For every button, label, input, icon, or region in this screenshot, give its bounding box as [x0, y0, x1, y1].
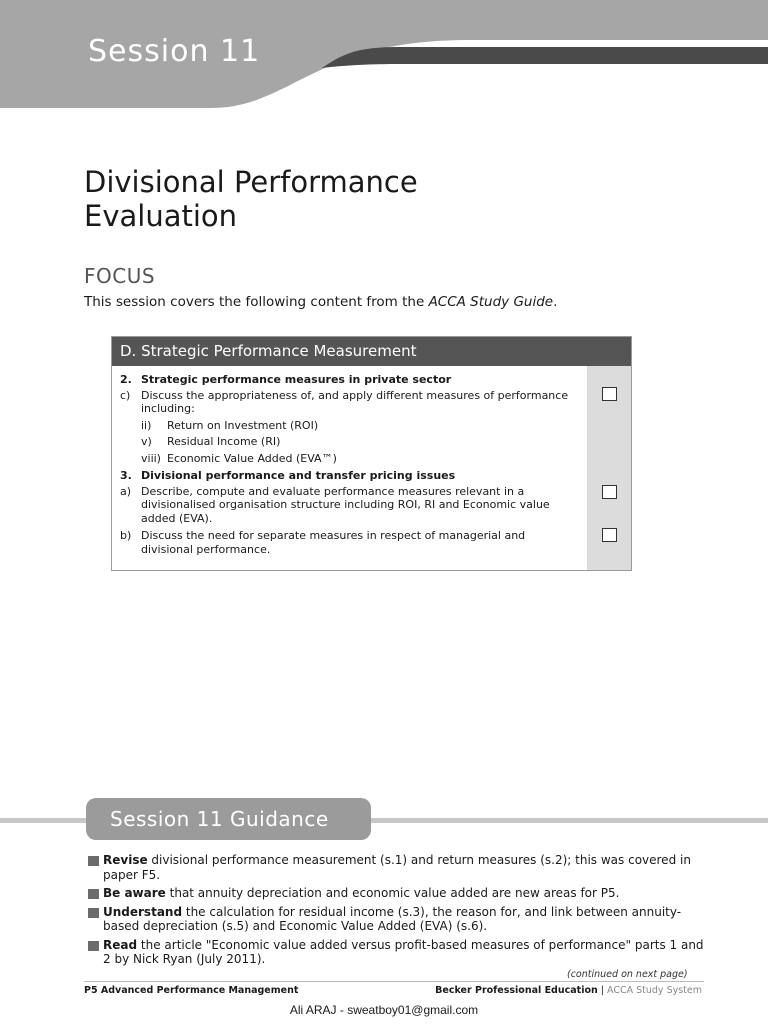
subitem-text: Residual Income (RI) [167, 435, 281, 448]
subitem-marker: ii) [141, 418, 152, 432]
footer-publisher [435, 985, 702, 996]
outcome-subitem [120, 435, 580, 449]
continued-note: (continued on next page) [567, 969, 688, 980]
outcome-text: Describe, compute and evaluate performance measures relevant in a divisionalised organisation structure including ROI, RI and Economic value added (EVA). [141, 484, 550, 525]
guidance-lead: Understand [103, 904, 183, 919]
guidance-tab: Session 11 Guidance [86, 798, 371, 840]
footer-system: ACCA Study System [607, 985, 702, 996]
focus-intro-emphasis: ACCA Study Guide [428, 294, 554, 310]
outcome-text: Discuss the need for separate measures in respect of managerial and divisional performance. [141, 529, 526, 556]
study-guide-box [111, 336, 632, 571]
page-title-line-2: Evaluation [84, 199, 238, 233]
subitem-text: Return on Investment (ROI) [167, 418, 319, 432]
outcome-item [120, 485, 580, 526]
guidance-text: the calculation for residual income (s.3), the reason for, and link between annuity-based depreciation (s.5) and Economic Value Added (EVA) (s.6). [103, 904, 682, 933]
outcome-marker: b) [120, 529, 132, 542]
focus-intro-prefix: This session covers the following content from the [84, 294, 429, 310]
footer-divider [84, 981, 704, 982]
guidance-item [88, 853, 708, 882]
focus-heading: FOCUS [84, 264, 156, 288]
subitem-text: Economic Value Added (EVA™) [167, 451, 337, 465]
focus-intro [84, 294, 557, 310]
outcome-text: Discuss the appropriateness of, and apply different measures of performance including: [141, 388, 569, 415]
subitem-marker: viii) [141, 451, 161, 465]
guidance-item [88, 905, 708, 934]
page-title [84, 165, 418, 233]
square-bullet-icon [88, 889, 99, 899]
session-label: Session 11 [88, 34, 261, 69]
outcome-marker: c) [120, 388, 131, 402]
section-title: Strategic performance measures in private sector [141, 373, 452, 386]
footer-org: Becker Professional Education [435, 985, 598, 996]
study-guide-content [120, 373, 580, 560]
study-guide-header: D. Strategic Performance Measurement [112, 337, 631, 366]
section-heading [120, 373, 580, 387]
guidance-lead: Revise [103, 853, 148, 867]
page-title-line-1: Divisional Performance [84, 165, 418, 199]
section-title: Divisional performance and transfer pricing issues [141, 469, 456, 482]
outcome-checkbox[interactable] [602, 387, 617, 401]
guidance-list [88, 853, 708, 971]
outcome-subitem [120, 452, 580, 466]
square-bullet-icon [88, 856, 99, 866]
footer-course-title: P5 Advanced Performance Management [84, 985, 299, 996]
guidance-lead: Read [103, 937, 138, 952]
square-bullet-icon [88, 941, 99, 951]
guidance-item [88, 886, 708, 901]
section-heading [120, 469, 580, 483]
guidance-text: the article "Economic value added versus profit-based measures of performance" parts 1 and 2 by Nick Ryan (July 2011). [103, 937, 704, 966]
watermark-email: Ali ARAJ - sweatboy01@gmail.com [289, 1003, 479, 1017]
section-number: 2. [120, 373, 132, 386]
outcome-subitem [120, 419, 580, 433]
guidance-text: divisional performance measurement (s.1) and return measures (s.2); this was covered in paper F5. [103, 853, 691, 882]
subitem-marker: v) [141, 435, 152, 448]
guidance-lead: Be aware [103, 886, 166, 900]
outcome-item [120, 529, 580, 556]
outcome-marker: a) [120, 484, 132, 498]
footer-separator: | [597, 985, 607, 996]
study-guide-body [112, 366, 631, 570]
outcome-checkbox[interactable] [602, 485, 617, 499]
guidance-item [88, 938, 708, 967]
guidance-text: that annuity depreciation and economic value added are new areas for P5. [165, 886, 620, 900]
outcome-checkbox[interactable] [602, 528, 617, 542]
section-number: 3. [120, 469, 132, 482]
outcome-item [120, 389, 580, 466]
focus-intro-suffix: . [553, 294, 558, 310]
square-bullet-icon [88, 908, 99, 918]
